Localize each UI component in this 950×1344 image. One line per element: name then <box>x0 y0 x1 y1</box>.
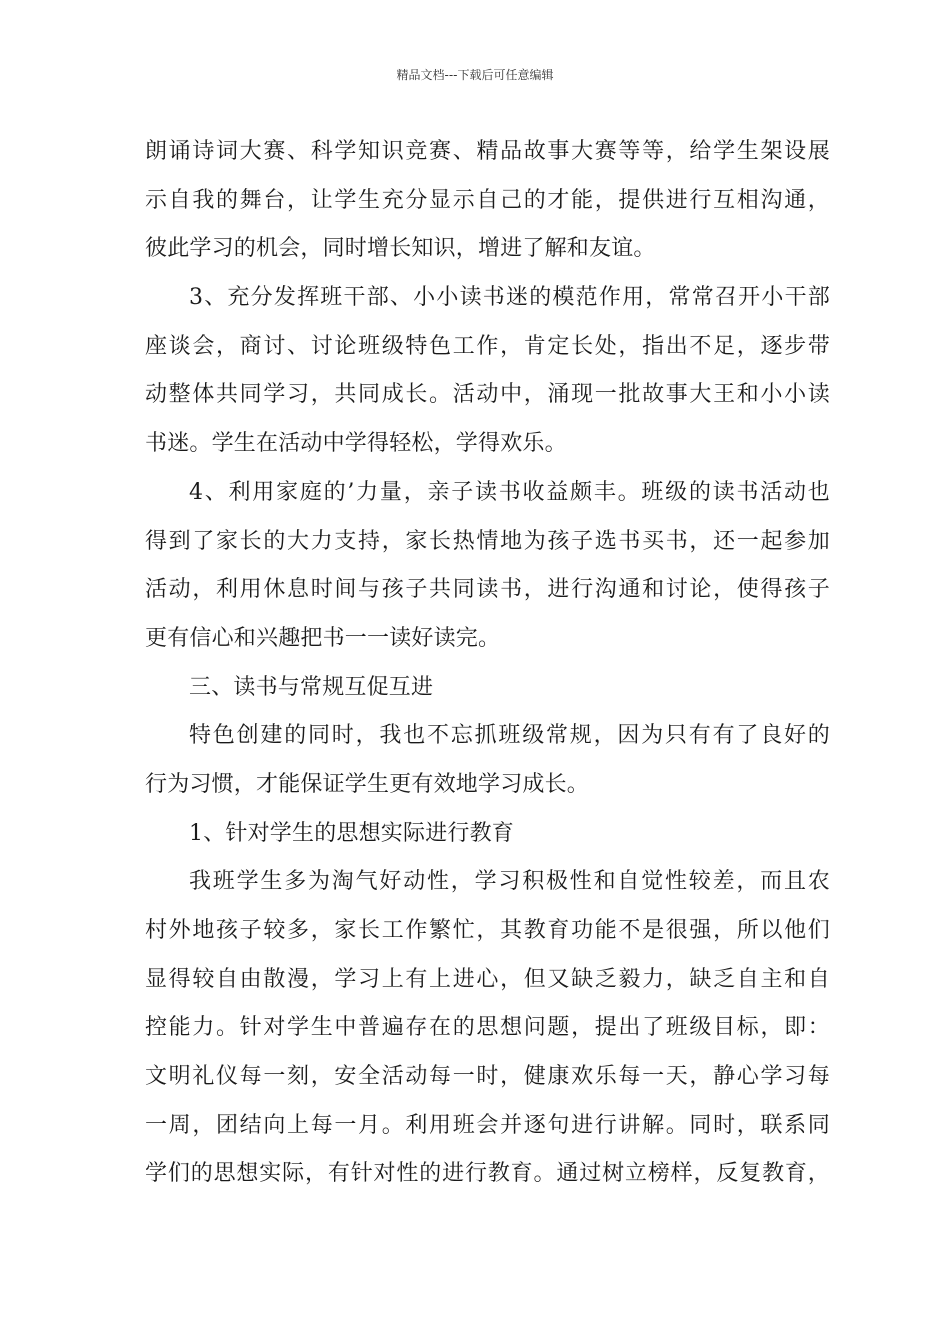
text-line: 特色创建的同时，我也不忘抓班级常规，因为只有有了良好的 <box>189 723 830 749</box>
text-line: 彼此学习的机会，同时增长知识，增进了解和友谊。 <box>145 236 656 262</box>
document-body <box>145 128 830 1199</box>
text-line: 村外地孩子较多，家长工作繁忙，其教育功能不是很强，所以他们 <box>145 918 830 943</box>
text-line: 动整体共同学习，共同成长。活动中，涌现一批故事大王和小小读 <box>145 382 830 408</box>
page-header: 精品文档---下载后可任意编辑 <box>396 68 554 82</box>
text-line: 得到了家长的大力支持，家长热情地为孩子选书买书，还一起参加 <box>145 528 830 554</box>
text-line: 座谈会，商讨、讨论班级特色工作，肯定长处，指出不足，逐步带 <box>145 333 830 359</box>
text-line: 更有信心和兴趣把书一一读好读完。 <box>145 625 501 651</box>
text-line: 书迷。学生在活动中学得轻松，学得欢乐。 <box>145 431 567 457</box>
text-line: 行为习惯，才能保证学生更有效地学习成长。 <box>145 771 590 797</box>
text-line: 三、读书与常规互促互进 <box>189 674 434 700</box>
text-line: 朗诵诗词大赛、科学知识竞赛、精品故事大赛等等，给学生架设展 <box>145 139 830 164</box>
text-line: 显得较自由散漫，学习上有上进心，但又缺乏毅力，缺乏自主和自 <box>145 966 830 992</box>
text-line: 示自我的舞台，让学生充分显示自己的才能，提供进行互相沟通， <box>145 187 830 213</box>
text-line: 一周，团结向上每一月。利用班会并逐句进行讲解。同时，联系同 <box>145 1112 830 1138</box>
text-line: 4、利用家庭的’力量，亲子读书收益颇丰。班级的读书活动也 <box>189 479 830 505</box>
text-line: 1、针对学生的思想实际进行教育 <box>189 820 514 846</box>
text-line: 我班学生多为淘气好动性，学习积极性和自觉性较差，而且农 <box>189 869 830 895</box>
text-line: 活动，利用休息时间与孩子共同读书，进行沟通和讨论，使得孩子 <box>145 577 830 603</box>
text-line: 控能力。针对学生中普遍存在的思想问题，提出了班级目标，即： <box>145 1015 830 1041</box>
text-line: 文明礼仪每一刻，安全活动每一时，健康欢乐每一天，静心学习每 <box>145 1064 830 1090</box>
text-line: 3、充分发挥班干部、小小读书迷的模范作用，常常召开小干部 <box>189 285 830 311</box>
text-line: 学们的思想实际，有针对性的进行教育。通过树立榜样，反复教育， <box>145 1161 830 1187</box>
